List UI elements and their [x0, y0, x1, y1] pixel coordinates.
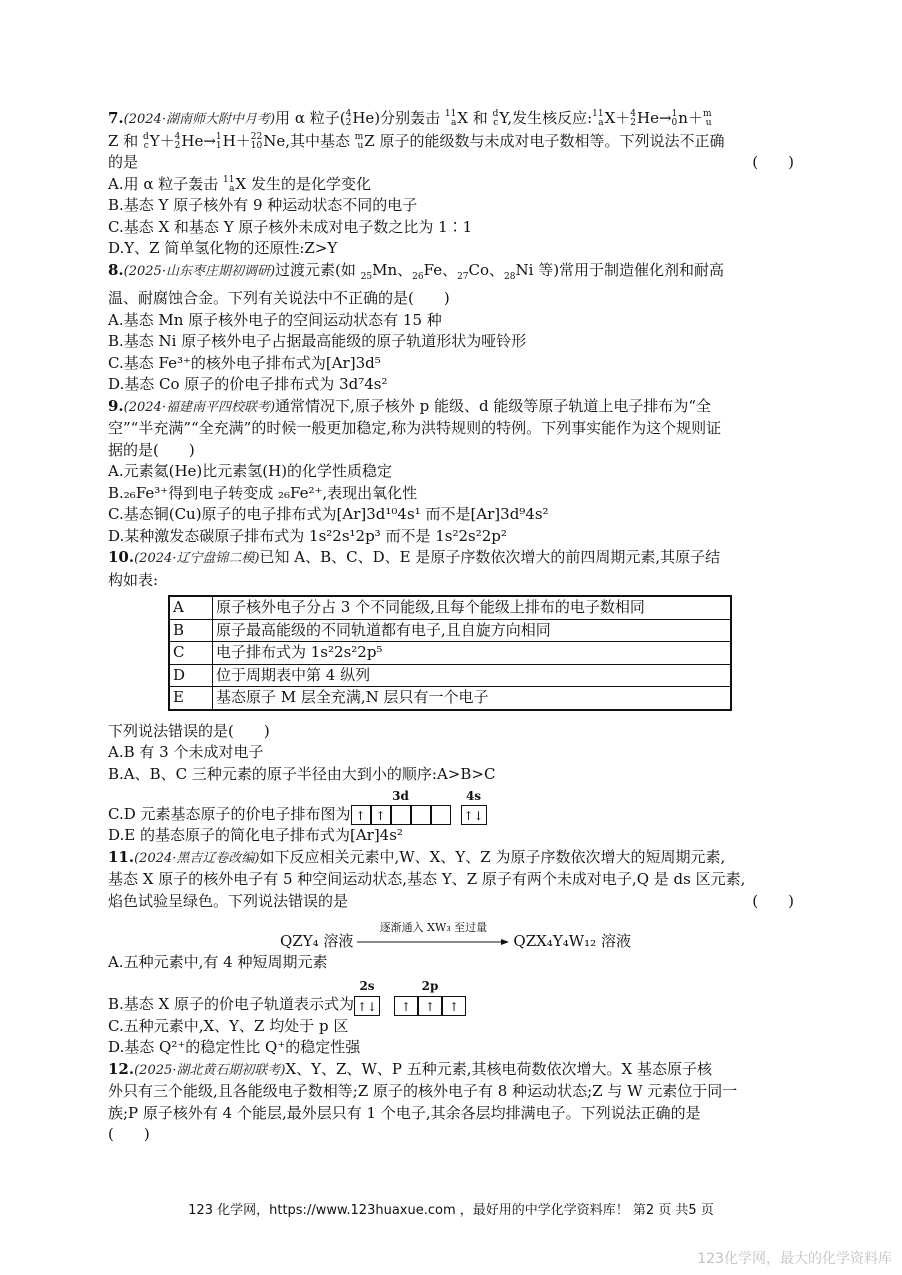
q7-line2b: Y＋ — [149, 131, 175, 150]
q7-line2f: Z 原子的能级数与未成对电子数相等。下列说法不正确 — [364, 131, 725, 150]
q10-number: 10. — [108, 548, 135, 566]
iso-y-d-c: d c — [492, 109, 499, 128]
q11-condition: 逐渐通入 XW₃ 至过量 — [379, 921, 488, 934]
iso-z2: m u — [354, 131, 364, 151]
q11-stem-line2: 基态 X 原子的核外电子有 5 种空间运动状态,基态 Y、Z 原子有两个未成对电子,Q 是 ds 区元素, — [108, 870, 746, 888]
q7-source: (2024·湖南师大附中月考) — [123, 112, 276, 127]
q10-stem-line2: 构如表: — [108, 570, 159, 589]
table-key: B — [169, 619, 213, 642]
q9-option-c: C.基态铜(Cu)原子的电子排布式为[Ar]3d¹⁰4s¹ 而不是[Ar]3d⁹4s² — [108, 505, 549, 523]
iso-x3: 11 a — [223, 174, 235, 194]
q7-stem-line3 — [108, 152, 798, 174]
orbital-box: ↑↓ — [461, 805, 487, 825]
table-row — [169, 664, 731, 687]
iso-y2: d c — [142, 131, 149, 151]
q8-elements: $_{25}$Mn、$_{26}$Fe、$_{27}$Co、$_{28}$Ni — [360, 260, 539, 282]
iso-z-m-u: m u — [702, 109, 712, 128]
q7-reaction-he: He→ — [637, 109, 672, 127]
q7-line2c: He→ — [181, 131, 216, 150]
orbital-2s — [354, 979, 380, 1016]
q12-stem-line3: 族;P 原子核外有 4 个能层,最外层只有 1 个电子,其余各层均排满电子。下列说法正确的是 — [108, 1103, 701, 1122]
q8-source: (2025·山东枣庄期初调研) — [123, 263, 276, 279]
q10-stem-line1 — [108, 547, 798, 570]
q11-option-d: D.基态 Q²⁺的稳定性比 Q⁺的稳定性强 — [108, 1038, 361, 1056]
q7-line2e: Ne,其中基态 — [263, 131, 355, 150]
q8-stem-line1 — [108, 260, 798, 289]
q12-stem-text: X、Y、Z、W、P 五种元素,其核电荷数依次增大。X 基态原子核 — [285, 1059, 712, 1078]
q7-option-a — [108, 174, 798, 196]
q8-option-d: D.基态 Co 原子的价电子排布式为 3d⁷4s² — [108, 375, 388, 393]
q11-number: 11. — [108, 847, 135, 866]
q7-stem-he: He)分别轰击 — [352, 109, 445, 127]
orbital-4s-label: 4s — [465, 788, 482, 803]
q9-option-d: D.某种激发态碳原子排布式为 1s²2s¹2p³ 而不是 1s²2s²2p² — [108, 526, 507, 545]
q10-source: (2024·辽宁盘锦二模) — [134, 551, 260, 566]
table-row — [169, 687, 731, 710]
table-key: D — [169, 664, 213, 687]
q11-product: QZX₄Y₄W₁₂ 溶液 — [513, 931, 631, 950]
orbital-box: ↑ — [418, 996, 442, 1016]
q12-stem-line2: 外只有三个能级,且各能级电子数相等;Z 原子的核外电子有 8 种运动状态;Z 与 W 元素位于同一 — [108, 1082, 738, 1100]
orbital-3d-label: 3d — [392, 788, 409, 803]
q11-stem-line3 — [108, 891, 798, 913]
q10-option-d: D.E 的基态原子的简化电子排布式为[Ar]4s² — [108, 826, 403, 844]
q11-stem-line1 — [108, 847, 798, 870]
watermark: 123化学网，最大的化学资料库 — [697, 1251, 892, 1267]
orbital-box: ↑ — [394, 996, 418, 1016]
q12-stem-line4: ( ) — [108, 1125, 150, 1143]
table-value: 基态原子 M 层全充满,N 层只有一个电子 — [213, 687, 732, 710]
orbital-box: ↑ — [442, 996, 466, 1016]
q12-stem-line1 — [108, 1059, 798, 1082]
q7-stem-line2 — [108, 131, 798, 153]
q11-option-c: C.五种元素中,X、Y、Z 均处于 p 区 — [108, 1016, 349, 1035]
q8-option-c: C.基态 Fe³⁺的核外电子排布式为[Ar]3d⁵ — [108, 353, 381, 372]
orbital-3d — [351, 788, 451, 826]
orbital-box — [391, 805, 411, 825]
q11-answer-paren: ( ) — [752, 891, 794, 910]
reaction-arrow-icon — [357, 937, 509, 947]
q8-stem-line2: 温、耐腐蚀合金。下列有关说法中不正确的是( ) — [108, 289, 450, 307]
q11-option-b — [108, 974, 798, 1016]
orbital-2p — [394, 979, 466, 1016]
q7-option-d: D.Y、Z 简单氢化物的还原性:Z>Y — [108, 239, 338, 257]
q8-option-b: B.基态 Ni 原子核外电子占据最高能级的原子轨道形状为哑铃形 — [108, 332, 527, 350]
q10-structure-table — [168, 595, 732, 711]
iso-x-11-a: 11 a — [444, 109, 457, 128]
q7-answer-paren: ( ) — [752, 153, 794, 171]
table-value: 电子排布式为 1s²2s²2p⁵ — [213, 642, 732, 665]
q8-number: 8. — [108, 260, 124, 279]
page-footer: 123 化学网，https://www.123huaxue.com ，最好用的中学化学资料库！ 第2 页 共5 页 — [188, 1203, 714, 1218]
q7-option-a-text: A.用 α 粒子轰击 — [108, 174, 224, 193]
iso-n: 1 0 — [671, 109, 678, 128]
q12-number: 12. — [108, 1059, 135, 1078]
q7-reaction-n: n＋ — [678, 109, 703, 127]
q9-option-a: A.元素氦(He)比元素氢(H)的化学性质稳定 — [108, 462, 393, 480]
iso-he3: 4 2 — [174, 131, 181, 151]
q7-reaction-x: X＋ — [604, 109, 631, 127]
q7-line2a: Z 和 — [108, 131, 143, 150]
q7-option-c: C.基态 X 和基态 Y 原子核外未成对电子数之比为 1∶1 — [108, 217, 473, 236]
q7-option-a-text2: X 发生的是化学变化 — [235, 174, 371, 193]
q8-stem-text: 过渡元素(如 — [275, 260, 361, 279]
q12-source: (2025·湖北黄石期初联考) — [134, 1062, 286, 1078]
q8-stem-text2: 等)常用于制造催化剂和耐高 — [538, 260, 725, 279]
table-row — [169, 619, 731, 642]
orbital-4s — [461, 788, 487, 826]
orbital-box: ↑ — [371, 805, 391, 825]
iso-ne: 22 10 — [250, 131, 263, 151]
table-row — [169, 596, 731, 619]
iso-x2: 11 a — [592, 109, 604, 128]
q9-stem-line1 — [108, 396, 798, 419]
q11-source: (2024·黑吉辽卷改编) — [134, 850, 260, 866]
table-key: C — [169, 642, 213, 665]
q7-stem-y: Y,发生核反应: — [499, 109, 593, 127]
q10-option-a: A.B 有 3 个未成对电子 — [108, 743, 264, 761]
orbital-2p-label: 2p — [421, 979, 439, 993]
q9-option-b: B.₂₆Fe³⁺得到电子转变成 ₂₆Fe²⁺,表现出氧化性 — [108, 483, 418, 502]
q9-stem-line3: 据的是( ) — [108, 440, 195, 459]
q9-number: 9. — [108, 396, 124, 415]
q7-line2d: H＋ — [222, 131, 251, 150]
q11-arrow — [357, 921, 509, 952]
q10-option-c — [108, 785, 798, 825]
q7-line3: 的是 — [108, 153, 139, 171]
iso-he-4-2: 4 2 — [345, 109, 352, 128]
iso-he2: 4 2 — [630, 109, 637, 128]
orbital-box: ↑ — [351, 805, 371, 825]
q9-stem-line2: 空”“半充满”“全充满”的时候一般更加稳定,称为洪特规则的特例。下列事实能作为这个规则证 — [108, 419, 722, 437]
q10-option-b: B.A、B、C 三种元素的原子半径由大到小的顺序:A>B>C — [108, 764, 496, 783]
q9-source: (2024·福建南平四校联考) — [123, 399, 276, 415]
q9-stem-text: 通常情况下,原子核外 p 能级、d 能级等原子轨道上电子排布为“全 — [275, 396, 711, 415]
page-content — [108, 108, 798, 1146]
table-row — [169, 642, 731, 665]
orbital-box — [431, 805, 451, 825]
table-value: 位于周期表中第 4 纵列 — [213, 664, 732, 687]
table-key: A — [169, 596, 213, 619]
orbital-2s-label: 2s — [359, 979, 375, 993]
q10-after-table: 下列说法错误的是( ) — [108, 721, 270, 740]
table-value: 原子核外电子分占 3 个不同能级,且每个能级上排布的电子数相同 — [213, 596, 732, 619]
q11-option-a: A.五种元素中,有 4 种短周期元素 — [108, 953, 328, 971]
q10-stem-text: 已知 A、B、C、D、E 是原子序数依次增大的前四周期元素,其原子结 — [259, 548, 721, 566]
table-value: 原子最高能级的不同轨道都有电子,且自旋方向相同 — [213, 619, 732, 642]
q11-option-b-text: B.基态 X 原子的价电子轨道表示式为 — [108, 995, 355, 1013]
table-key: E — [169, 687, 213, 710]
q7-stem-x: X 和 — [457, 109, 493, 127]
orbital-box: ↑↓ — [354, 996, 380, 1016]
q11-reaction — [108, 912, 798, 952]
orbital-box — [411, 805, 431, 825]
q11-line3: 焰色试验呈绿色。下列说法错误的是 — [108, 891, 349, 910]
iso-h: 1 1 — [215, 131, 222, 151]
q8-option-a: A.基态 Mn 原子核外电子的空间运动状态有 15 种 — [108, 310, 442, 329]
q10-option-c-text: C.D 元素基态原子的价电子排布图为 — [108, 804, 351, 823]
q7-stem-line1 — [108, 108, 798, 131]
q11-stem-text: 如下反应相关元素中,W、X、Y、Z 为原子序数依次增大的短周期元素, — [259, 847, 726, 866]
q7-option-b: B.基态 Y 原子核外有 9 种运动状态不同的电子 — [108, 196, 418, 214]
q11-reactant: QZY₄ 溶液 — [280, 931, 354, 950]
q7-number: 7. — [108, 109, 124, 127]
q7-stem-text: 用 α 粒子( — [275, 109, 346, 127]
